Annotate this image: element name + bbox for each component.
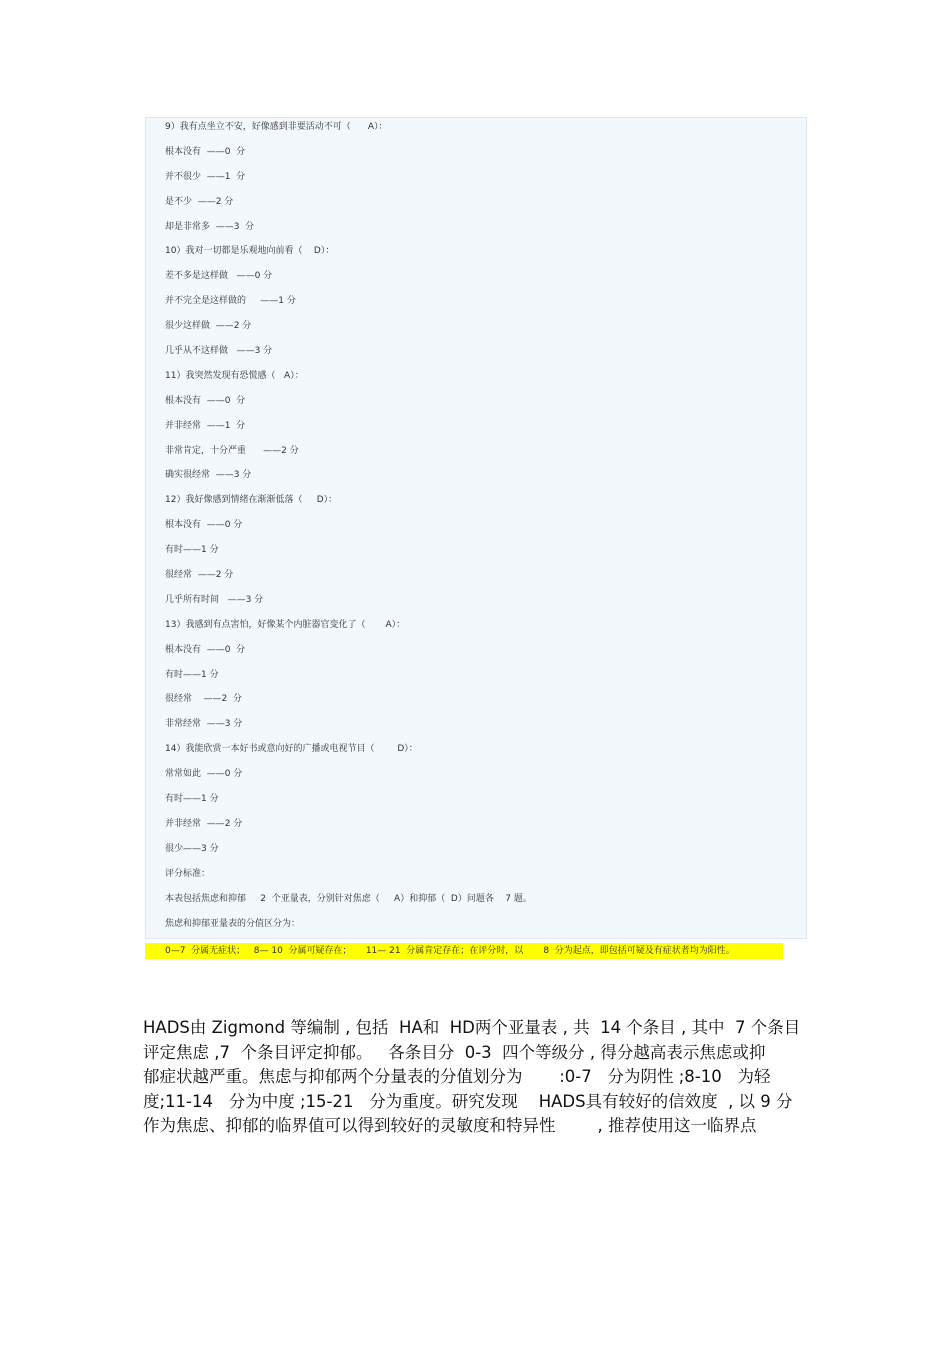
option-line: 很少——3 分 xyxy=(165,843,219,854)
question-11: 11）我突然发现有恐慌感（ A）： xyxy=(165,370,304,381)
option-line: 常常如此 ——0 分 xyxy=(165,769,243,780)
option-line: 并不很少 ——1 分 xyxy=(165,171,246,182)
option-line: 几乎从不这样做 ——3 分 xyxy=(165,346,273,357)
option-line: 有时——1 分 xyxy=(165,794,219,805)
option-line: 根本没有 ——0 分 xyxy=(165,644,246,655)
option-line: 是不少 ——2 分 xyxy=(165,196,234,207)
question-12: 12）我好像感到情绪在渐渐低落（ D）： xyxy=(165,495,338,506)
summary-line: 作为焦虑、抑郁的临界值可以得到较好的灵敏度和特异性 , 推荐使用这一临界点 xyxy=(143,1116,757,1135)
question-10: 10）我对一切都是乐观地向前看（ D）： xyxy=(165,246,335,257)
scoring-description: 本表包括焦虑和抑郁 2 个亚量表，分别针对焦虑（ A）和抑郁（ D）问题各 7 题。 xyxy=(165,893,532,904)
option-line: 有时——1 分 xyxy=(165,669,219,680)
option-line: 却是非常多 ——3 分 xyxy=(165,221,255,232)
questionnaire-lines xyxy=(165,119,785,940)
summary-line: 度;11-14 分为中度 ;15-21 分为重度。研究发现 HADS具有较好的信效度 , 以 9 分 xyxy=(143,1091,793,1111)
option-line: 几乎所有时间 ——3 分 xyxy=(165,594,264,605)
scoring-heading: 评分标准： xyxy=(165,868,211,879)
summary-line: HADS由 Zigmond 等编制 , 包括 HA和 HD两个亚量表 , 共 14 个条目 , 其中 7 个条目 xyxy=(143,1018,801,1037)
highlighted-score-ranges: 0—7 分属无症状； 8— 10 分属可疑存在； 11— 21 分属肯定存在；在评分时，以 8 分为起点，即包括可疑及有症状者均为阳性。 xyxy=(145,943,783,959)
option-line: 并非经常 ——2 分 xyxy=(165,818,243,829)
option-line: 根本没有 ——0 分 xyxy=(165,146,246,157)
summary-line: 评定焦虑 ,7 个条目评定抑郁。 各条目分 0-3 四个等级分 , 得分越高表示焦虑或抑 xyxy=(143,1042,766,1062)
option-line: 确实很经常 ——3 分 xyxy=(165,470,252,481)
option-line: 并不完全是这样做的 ——1 分 xyxy=(165,296,296,307)
question-9: 9）我有点坐立不安，好像感到非要活动不可（ A）： xyxy=(165,122,388,132)
summary-line: 郁症状越严重。焦虑与抑郁两个分量表的分值划分为 :0-7 分为阴性 ;8-10 为轻 xyxy=(143,1067,771,1086)
question-13: 13）我感到有点害怕，好像某个内脏器官变化了（ A）： xyxy=(165,619,406,630)
option-line: 根本没有 ——0 分 xyxy=(165,520,243,531)
option-line: 很经常 ——2 分 xyxy=(165,570,234,581)
question-14: 14）我能欣赏一本好书或意向好的广播或电视节目（ D）： xyxy=(165,744,418,755)
option-line: 有时——1 分 xyxy=(165,545,219,556)
option-line: 很少这样做 ——2 分 xyxy=(165,321,252,332)
option-line: 很经常 ——2 分 xyxy=(165,694,242,705)
option-line: 根本没有 ——0 分 xyxy=(165,395,246,406)
option-line: 非常经常 ——3 分 xyxy=(165,719,243,730)
option-line: 非常肯定，十分严重 ——2 分 xyxy=(165,445,299,456)
scoring-ranges-intro: 焦虑和抑郁亚量表的分值区分为： xyxy=(165,918,301,929)
hads-summary-paragraph xyxy=(143,1016,813,1139)
option-line: 差不多是这样做 ——0 分 xyxy=(165,271,273,282)
option-line: 并非经常 ——1 分 xyxy=(165,420,246,431)
